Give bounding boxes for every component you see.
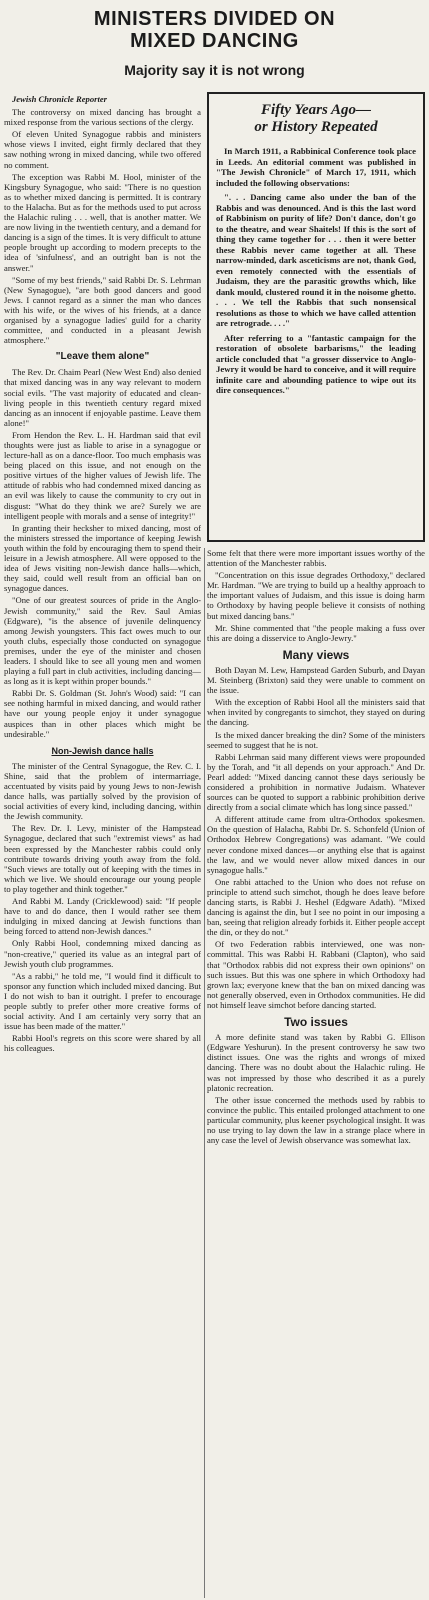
article-paragraph: Of two Federation rabbis interviewed, one was non-committal. This was Rabbi H. Rabbani (Clapton), who said that "Orthodox rabbis did not express their own opinions" on such issues. But this was one sphere in which Orthodoxy had grown lax; everyone knew that the ban on mixed dancing was not generally observed, even in Orthodox communities. He did not himself leave simchot before dancing started. xyxy=(207,939,425,1010)
sidebar-title-line-1: Fifty Years Ago— xyxy=(260,102,371,118)
sidebar-paragraph: In March 1911, a Rabbinical Conference took place in Leeds. An editorial comment was published in "The Jewish Chronicle" of March 17, 1911, which included the following observations: xyxy=(216,146,416,188)
article-paragraph: From Hendon the Rev. L. H. Hardman said that evil thoughts were just as liable to arise in a synagogue or lecture-hall as on a dance-floor. Too much emphasis was being placed on this issue, and not enough on the positive virtues of the higher values of Jewish life. The attitude of rabbis who had condemned mixed dancing as an evil was likely to cause the community to cry out in disgust: "What do they think we are? Surely we are intelligent people with morals and a sense of integrity!" xyxy=(4,429,201,521)
article-paragraph: Some felt that there were more important issues worthy of the attention of the Manchester rabbis. xyxy=(207,548,425,569)
article-paragraph: "One of our greatest sources of pride in the Anglo-Jewish community," said the Rev. Saul Amias (Edgware), "is the absence of juvenile delinquency among Jewish youngsters. This fact owes much to our youth clubs, especially those conducted on synagogue premises, under the eye of the minister and chosen leaders. I should like to see all young men and women playing a full part in club activities, including dancing—as long as it is kept within proper bounds." xyxy=(4,595,201,687)
sidebar-paragraph: After referring to a "fantastic campaign for the restoration of obsolete barbarisms," the leading article concluded that "a grosser disservice to Anglo-Jewry it would be hard to conceive, and it will require infinite care and abounding patience to wipe out its dire consequences." xyxy=(216,332,416,395)
article-paragraph: "Concentration on this issue degrades Orthodoxy," declared Mr. Hardman. "We are trying to build up a healthy approach to the important values of Judaism, and this issue is doing harm to Orthodoxy by having people believe it consists of nothing but mixed dancing bans." xyxy=(207,570,425,621)
article-paragraph: "Some of my best friends," said Rabbi Dr. S. Lehrman (New Synagogue), "are both good dancers and good Jews. I cannot regard as a sinner the man who dances with his wife, or the wives of his friends, at a dance organised by a synagogue ladies' guild for a charity committee, and conducted in a pleasant Jewish atmosphere." xyxy=(4,274,201,346)
article-paragraph: One rabbi attached to the Union who does not refuse on principle to attend such simchot, though he does leave before dancing starts, is Rabbi J. Heshel (Edgware Adath). "Mixed dancing is against the din, but I see no point in our imposing a ban, seeing that religion already forbids it. Either people accept the din, or they do not." xyxy=(207,876,425,938)
article-paragraph: Rabbi Dr. S. Goldman (St. John's Wood) said: "I can see nothing harmful in mixed dancing, and would rather have our young people enjoy it under synagogue auspices than in other places which might be undesirable." xyxy=(4,688,201,739)
right-column xyxy=(207,548,425,1596)
article-paragraph: A different attitude came from ultra-Orthodox spokesmen. On the question of Halacha, Rabbi Dr. S. Schonfeld (Union of Orthodox Hebrew Congregations) was adamant. "We could never condone mixed dances—or anything else that is against the law, and we would never allow mixed dances in our synagogue halls." xyxy=(207,814,425,875)
article-paragraph: Mr. Shine commented that "the people making a fuss over this are doing a disservice to Anglo-Jewry." xyxy=(207,622,425,643)
crosshead-many-views: Many views xyxy=(282,647,350,662)
article-paragraph: Is the mixed dancer breaking the din? Some of the ministers seemed to suggest that he is not. xyxy=(207,729,425,750)
article-paragraph: In granting their hecksher to mixed dancing, most of the ministers stressed the importance of keeping Jewish youth within the fold by encouraging them to spend their leisure in a Jewish atmosphere. All were opposed to the idea of Jews visiting non-Jewish dance halls—which, they said, could well result from an official ban on synagogue dances. xyxy=(4,522,201,594)
article-paragraph: Rabbi Hool's regrets on this score were shared by all his colleagues. xyxy=(4,1033,201,1054)
article-paragraph: And Rabbi M. Landy (Cricklewood) said: "If people have to and do dance, then I would rather see them indulging in mixed dancing at Jewish functions than being forced to attend non-Jewish dances." xyxy=(4,896,201,937)
byline: Jewish Chronicle Reporter xyxy=(12,94,108,104)
article-paragraph: Of eleven United Synagogue rabbis and ministers whose views I invited, eight firmly declared that they saw nothing wrong in mixed dancing, while two offered no comment. xyxy=(4,129,201,170)
article-paragraph: The other issue concerned the methods used by rabbis to convince the public. This entailed prolonged attachment to one particular community, plus keener psychological insight. It was no use trying to lay down the law in a strange place where in any case the level of Jewish observance was somewhat lax. xyxy=(207,1094,425,1146)
sidebar-paragraph: ". . . Dancing came also under the ban of the Rabbis and was denounced. And is this the last word of Rabbinism on purity of life? Don't dance, don't go to the theatre, and wear Shaitels! If this is the sort of thing they came together for . . . then it were better these Rabbis never came together at all. These narrow-minded, dark asceticisms are not, thank God, even remotely connected with the essentials of Judaism, they are the parasitic growths which, like dank mould, clustered round it in the noisome ghetto. . . . We tell the Rabbis that such nonsensical resolutions as those to which we have called attention are retrograde. . . ." xyxy=(216,192,416,328)
article-paragraph: The Rev. Dr. Chaim Pearl (New West End) also denied that mixed dancing was in any way relevant to modern social evils. "The vast majority of educated and clean-living people in this twentieth century regard mixed dancing as an innocent if enjoyable pastime. Leave them alone!" xyxy=(4,367,201,428)
article-paragraph: Both Dayan M. Lew, Hampstead Garden Suburb, and Dayan M. Steinberg (Brixton) said they were unable to comment on the issue. xyxy=(207,664,425,696)
crosshead-non-jewish-dance-halls: Non-Jewish dance halls xyxy=(51,745,154,756)
headline xyxy=(0,8,429,52)
history-sidebar-box xyxy=(207,92,425,542)
article-paragraph: With the exception of Rabbi Hool all the ministers said that when invited by congregants to simchot, they stayed on during the dancing. xyxy=(207,697,425,728)
article-paragraph: The controversy on mixed dancing has brought a mixed response from the various sections of the clergy. xyxy=(4,107,201,128)
article-paragraph: "As a rabbi," he told me, "I would find it difficult to sponsor any function which included mixed dancing. But I do not wish to ban it outright. I prefer to encourage people subtly to prefer other more creative forms of social activity. And I am certainly very sorry that an issue has been made of the matter." xyxy=(4,970,201,1032)
article-paragraph: A more definite stand was taken by Rabbi G. Ellison (Edgware Yeshurun). In the present controversy he saw two distinct issues. One was the rights and wrongs of mixed dancing. There was no doubt about the Halachic ruling. He was not impressed by those who described it as a purely platonic recreation. xyxy=(207,1032,425,1093)
sidebar-title xyxy=(216,102,416,136)
subheadline: Majority say it is not wrong xyxy=(124,62,305,78)
left-column xyxy=(4,92,201,1596)
article-paragraph: Only Rabbi Hool, condemning mixed dancing as "non-creative," queried its value as an integral part of Jewish youth club programmes. xyxy=(4,938,201,969)
article-paragraph: The minister of the Central Synagogue, the Rev. C. I. Shine, said that the problem of intermarriage, accentuated by visits paid by young Jews to non-Jewish dance halls, was partially solved by the provision of social activities of every kind, including dancing, within the Jewish community. xyxy=(4,760,201,822)
article-paragraph: The Rev. Dr. I. Levy, minister of the Hampstead Synagogue, declared that such "extremist views" as had been expressed by the Manchester rabbis could only contribute towards driving youth away from the fold. "Such views are totally out of keeping with the times in which we live. We should encourage our young people to play together and think together." xyxy=(4,823,201,894)
crosshead-two-issues: Two issues xyxy=(284,1015,348,1030)
article-paragraph: Rabbi Lehrman said many different views were propounded by the Torah, and "it all depends on your approach." And Dr. Pearl added: "Mixed dancing cannot these days seriously be considered a prohibition in normative Judaism. Whatever sources can be quoted to support a rabbinic prohibition derive directly from a social climate which has long since passed." xyxy=(207,751,425,813)
headline-line-1: MINISTERS DIVIDED ON xyxy=(93,8,336,30)
sidebar-title-line-2: or History Repeated xyxy=(254,119,378,135)
crosshead-leave-them-alone: "Leave them alone" xyxy=(55,351,150,363)
column-rule xyxy=(204,548,205,1598)
headline-line-2: MIXED DANCING xyxy=(130,30,299,52)
article-paragraph: The exception was Rabbi M. Hool, minister of the Kingsbury Synagogue, who said: "There is no question as to whether mixed dancing is permitted. It is contrary to the Halacha. But as for the methods used to put across the Halachic ruling . . . well, that is another matter. We are now living in the twentieth century, and a demand for dancing is a sign of the times. It is very difficult to attune people brought up according to modern precepts to the idea of 'sinfulness', and an outright ban is not the answer." xyxy=(4,171,201,273)
